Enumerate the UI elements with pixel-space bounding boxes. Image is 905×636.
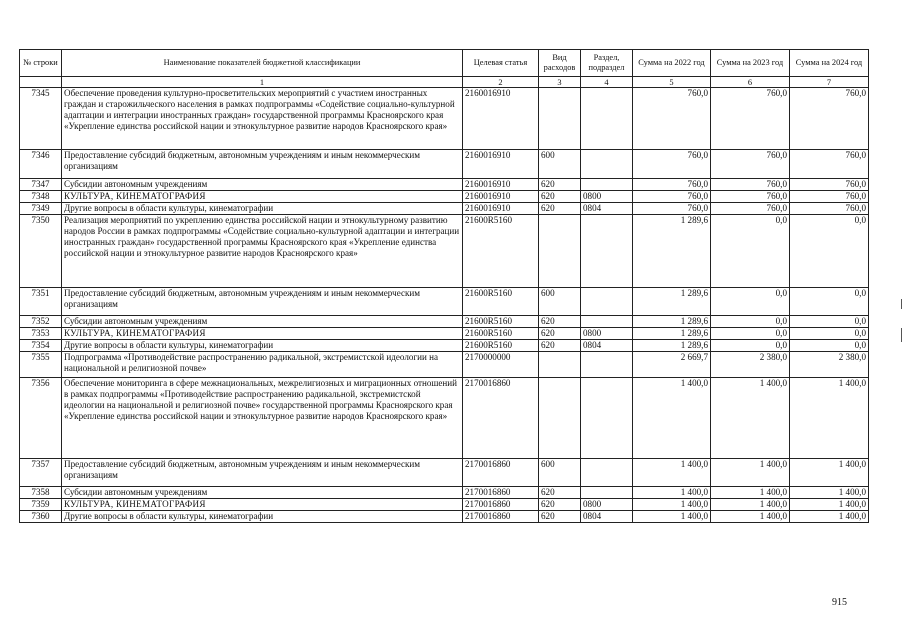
sum-2023-cell: 1 400,0 [711,487,790,499]
expense-type-cell [539,88,581,150]
scan-margin-mark [901,299,902,309]
sum-2024-cell: 1 400,0 [790,511,869,523]
sum-2022-cell: 1 289,6 [633,215,711,288]
target-item-cell: 2160016910 [463,88,539,150]
indicator-name-cell: Предоставление субсидий бюджетным, автономным учреждениям и иным некоммерческим организациям [62,459,463,487]
target-item-cell: 21600R5160 [463,316,539,328]
sum-2022-cell: 760,0 [633,88,711,150]
expense-type-cell: 620 [539,487,581,499]
target-item-cell: 21600R5160 [463,340,539,352]
row-number-cell: 7345 [20,88,62,150]
indicator-name-cell: Реализация мероприятий по укреплению единства российской нации и этнокультурному развитию народов России в рамках подпрограммы «Содействие социально-культурной адаптации и интеграции иностранных граждан» государственной программы Красноярского края «Укрепление единства российской нации и этнокультурное развитие народов Красноярского края» [62,215,463,288]
sum-2024-cell: 760,0 [790,191,869,203]
section-cell: 0804 [581,203,633,215]
section-cell: 0800 [581,191,633,203]
indicator-name-cell: Обеспечение проведения культурно-просветительских мероприятий с участием иностранных граждан и старожильческого населения в рамках подпрограммы «Содействие социально-культурной адаптации и интеграции иностранных граждан» государственной программы Красноярского края «Укрепление единства российской нации и этнокультурное развитие народов Красноярского края» [62,88,463,150]
section-cell [581,487,633,499]
expense-type-cell: 620 [539,340,581,352]
indicator-name-cell: Субсидии автономным учреждениям [62,179,463,191]
section-cell [581,378,633,459]
row-number-cell: 7349 [20,203,62,215]
sum-2022-cell: 2 669,7 [633,352,711,378]
column-number: 6 [711,77,790,88]
target-item-cell: 2170016860 [463,378,539,459]
sum-2024-cell: 760,0 [790,150,869,179]
sum-2023-cell: 760,0 [711,191,790,203]
table-row [20,499,869,511]
row-number-cell: 7351 [20,288,62,316]
sum-2022-cell: 1 400,0 [633,459,711,487]
indicator-name-cell: Обеспечение мониторинга в сфере межнациональных, межрелигиозных и миграционных отношений в рамках подпрограммы «Противодействие распространению радикальной, экстремистской идеологии на национальной и религиозной почве» государственной программы Красноярского края «Укрепление единства российской нации и этнокультурное развитие народов Красноярского края» [62,378,463,459]
sum-2022-cell: 760,0 [633,179,711,191]
column-number: 2 [463,77,539,88]
sum-2023-cell: 2 380,0 [711,352,790,378]
table-row [20,191,869,203]
table-row [20,340,869,352]
indicator-name-cell: Подпрограмма «Противодействие распространению радикальной, экстремистской идеологии на национальной и религиозной почве» [62,352,463,378]
header-expense-type: Вид расходов [539,50,581,77]
sum-2023-cell: 0,0 [711,316,790,328]
expense-type-cell: 620 [539,499,581,511]
sum-2023-cell: 760,0 [711,150,790,179]
sum-2022-cell: 1 400,0 [633,487,711,499]
target-item-cell: 21600R5160 [463,328,539,340]
section-cell: 0804 [581,511,633,523]
sum-2023-cell: 0,0 [711,288,790,316]
row-number-cell: 7350 [20,215,62,288]
header-row-number: № строки [20,50,62,77]
sum-2023-cell: 0,0 [711,215,790,288]
section-cell [581,316,633,328]
sum-2022-cell: 1 400,0 [633,511,711,523]
sum-2023-cell: 1 400,0 [711,459,790,487]
section-cell: 0800 [581,499,633,511]
table-row [20,378,869,459]
sum-2022-cell: 1 289,6 [633,288,711,316]
row-number-cell: 7354 [20,340,62,352]
row-number-cell: 7355 [20,352,62,378]
sum-2023-cell: 1 400,0 [711,499,790,511]
sum-2024-cell: 760,0 [790,88,869,150]
header-section: Раздел, подраздел [581,50,633,77]
table-row [20,316,869,328]
column-number: 7 [790,77,869,88]
section-cell [581,179,633,191]
table-row [20,328,869,340]
sum-2023-cell: 1 400,0 [711,511,790,523]
section-cell [581,288,633,316]
column-number-row [20,77,869,88]
indicator-name-cell: КУЛЬТУРА, КИНЕМАТОГРАФИЯ [62,328,463,340]
sum-2024-cell: 1 400,0 [790,378,869,459]
sum-2024-cell: 1 400,0 [790,499,869,511]
table-row [20,88,869,150]
expense-type-cell [539,378,581,459]
indicator-name-cell: Другие вопросы в области культуры, кинематографии [62,340,463,352]
scan-margin-mark [901,328,902,342]
sum-2024-cell: 2 380,0 [790,352,869,378]
expense-type-cell: 620 [539,328,581,340]
row-number-cell: 7360 [20,511,62,523]
table-row [20,203,869,215]
target-item-cell: 2170016860 [463,499,539,511]
expense-type-cell: 620 [539,511,581,523]
target-item-cell: 2160016910 [463,150,539,179]
sum-2024-cell: 1 400,0 [790,487,869,499]
expense-type-cell [539,352,581,378]
sum-2024-cell: 0,0 [790,340,869,352]
target-item-cell: 2160016910 [463,203,539,215]
target-item-cell: 21600R5160 [463,215,539,288]
sum-2022-cell: 1 289,6 [633,340,711,352]
indicator-name-cell: Другие вопросы в области культуры, кинематографии [62,203,463,215]
row-number-cell: 7352 [20,316,62,328]
section-cell [581,88,633,150]
sum-2022-cell: 760,0 [633,150,711,179]
indicator-name-cell: Субсидии автономным учреждениям [62,487,463,499]
column-number: 4 [581,77,633,88]
section-cell [581,215,633,288]
table-row [20,179,869,191]
indicator-name-cell: Предоставление субсидий бюджетным, автономным учреждениям и иным некоммерческим организациям [62,288,463,316]
sum-2023-cell: 1 400,0 [711,378,790,459]
section-cell [581,352,633,378]
header-sum-2023: Сумма на 2023 год [711,50,790,77]
row-number-cell: 7347 [20,179,62,191]
sum-2024-cell: 0,0 [790,328,869,340]
sum-2023-cell: 0,0 [711,340,790,352]
expense-type-cell: 600 [539,288,581,316]
header-sum-2022: Сумма на 2022 год [633,50,711,77]
sum-2022-cell: 760,0 [633,203,711,215]
expense-type-cell [539,215,581,288]
target-item-cell: 2160016910 [463,191,539,203]
row-number-cell: 7358 [20,487,62,499]
header-indicator-name: Наименование показателей бюджетной классификации [62,50,463,77]
sum-2022-cell: 760,0 [633,191,711,203]
sum-2022-cell: 1 289,6 [633,328,711,340]
sum-2024-cell: 760,0 [790,203,869,215]
sum-2022-cell: 1 400,0 [633,378,711,459]
row-number-cell: 7348 [20,191,62,203]
column-number [20,77,62,88]
target-item-cell: 2160016910 [463,179,539,191]
header-sum-2024: Сумма на 2024 год [790,50,869,77]
sum-2024-cell: 760,0 [790,179,869,191]
indicator-name-cell: КУЛЬТУРА, КИНЕМАТОГРАФИЯ [62,191,463,203]
sum-2023-cell: 760,0 [711,179,790,191]
column-number: 3 [539,77,581,88]
table-row [20,459,869,487]
indicator-name-cell: Субсидии автономным учреждениям [62,316,463,328]
sum-2024-cell: 0,0 [790,215,869,288]
row-number-cell: 7356 [20,378,62,459]
header-target-item: Целевая статья [463,50,539,77]
sum-2024-cell: 0,0 [790,316,869,328]
column-number: 5 [633,77,711,88]
table-row [20,215,869,288]
target-item-cell: 2170000000 [463,352,539,378]
indicator-name-cell: Предоставление субсидий бюджетным, автономным учреждениям и иным некоммерческим организациям [62,150,463,179]
section-cell [581,150,633,179]
target-item-cell: 21600R5160 [463,288,539,316]
indicator-name-cell: Другие вопросы в области культуры, кинематографии [62,511,463,523]
column-number: 1 [62,77,463,88]
row-number-cell: 7357 [20,459,62,487]
table-row [20,487,869,499]
expense-type-cell: 620 [539,179,581,191]
section-cell [581,459,633,487]
sum-2022-cell: 1 289,6 [633,316,711,328]
expense-type-cell: 600 [539,150,581,179]
sum-2024-cell: 0,0 [790,288,869,316]
expense-type-cell: 600 [539,459,581,487]
row-number-cell: 7353 [20,328,62,340]
table-row [20,150,869,179]
expense-type-cell: 620 [539,191,581,203]
sum-2023-cell: 0,0 [711,328,790,340]
table-row [20,511,869,523]
expense-type-cell: 620 [539,316,581,328]
sum-2023-cell: 760,0 [711,203,790,215]
budget-table [19,49,869,523]
expense-type-cell: 620 [539,203,581,215]
sum-2024-cell: 1 400,0 [790,459,869,487]
table-body [20,88,869,523]
section-cell: 0800 [581,328,633,340]
target-item-cell: 2170016860 [463,487,539,499]
indicator-name-cell: КУЛЬТУРА, КИНЕМАТОГРАФИЯ [62,499,463,511]
table-header [20,50,869,88]
target-item-cell: 2170016860 [463,459,539,487]
sum-2023-cell: 760,0 [711,88,790,150]
table-row [20,352,869,378]
row-number-cell: 7359 [20,499,62,511]
section-cell: 0804 [581,340,633,352]
sum-2022-cell: 1 400,0 [633,499,711,511]
row-number-cell: 7346 [20,150,62,179]
table-row [20,288,869,316]
page-number: 915 [832,597,847,608]
target-item-cell: 2170016860 [463,511,539,523]
